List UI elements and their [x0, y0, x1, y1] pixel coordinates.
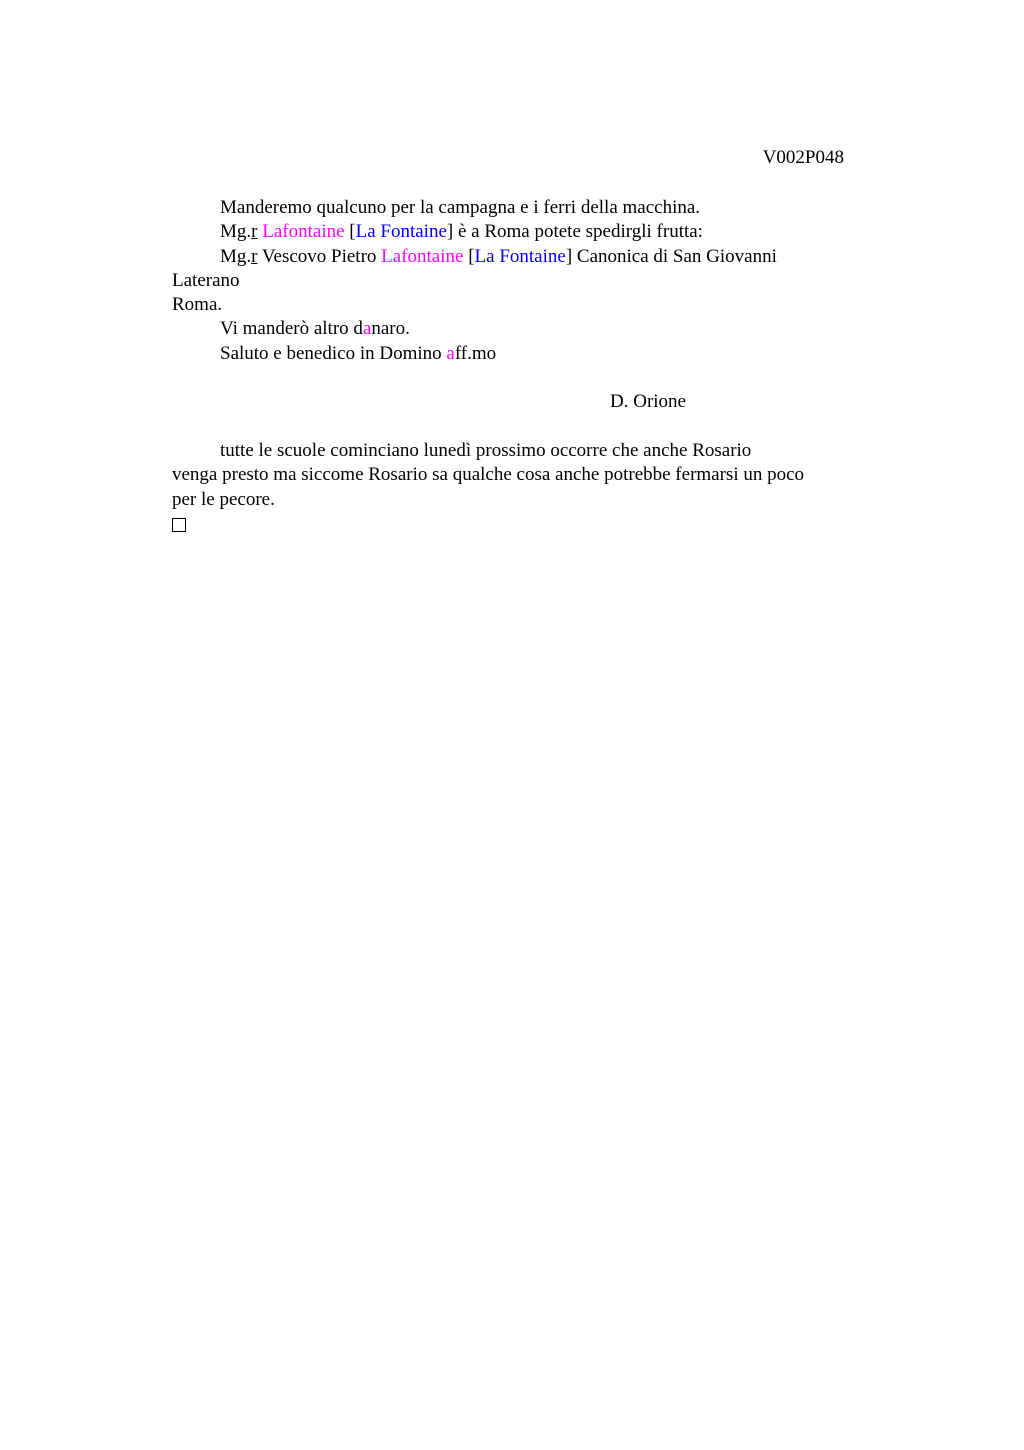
title-abbreviation: Mg. — [220, 221, 252, 243]
line-end: ff.mo — [454, 342, 497, 364]
postscript-line-1: tutte le scuole cominciano lunedì prossimo occorre che anche Rosario — [220, 439, 752, 461]
end-marker — [172, 512, 872, 539]
letter-body — [172, 196, 872, 539]
title-abbreviation-suffix: r — [251, 221, 258, 243]
letter-line-2 — [172, 220, 872, 244]
spacer — [172, 366, 872, 390]
postscript-line-3: per le pecore. — [172, 488, 275, 510]
corrected-spelling: La Fontaine — [355, 221, 447, 243]
highlighted-letter: a — [362, 318, 372, 340]
letter-line-6 — [172, 317, 872, 341]
bracket-open: [ — [463, 245, 475, 267]
title-abbreviation-suffix: r — [251, 245, 258, 267]
line-rest: ] Canonica di San Giovanni — [565, 245, 777, 267]
line-start: Saluto e benedico in Domino — [220, 342, 447, 364]
empty-square-icon — [172, 518, 186, 532]
letter-line-4: Laterano — [172, 269, 240, 291]
original-spelling: Lafontaine — [262, 221, 345, 243]
line-rest: ] è a Roma potete spedirgli frutta: — [446, 221, 703, 243]
bracket-open: [ — [344, 221, 356, 243]
document-id: V002P048 — [762, 147, 844, 168]
letter-line-7 — [172, 342, 872, 366]
original-spelling: Lafontaine — [381, 245, 464, 267]
spacer — [172, 415, 872, 439]
corrected-spelling: La Fontaine — [474, 245, 566, 267]
highlighted-letter: a — [446, 342, 455, 364]
letter-line-1: Manderemo qualcuno per la campagna e i ferri della macchina. — [220, 197, 701, 218]
letter-line-3 — [172, 245, 872, 269]
letter-line-5: Roma. — [172, 294, 223, 316]
line-end: naro. — [371, 318, 410, 340]
line-middle: Vescovo Pietro — [257, 245, 382, 267]
signature: D. Orione — [610, 391, 686, 413]
postscript-line-2: venga presto ma siccome Rosario sa qualche cosa anche potrebbe fermarsi un poco — [172, 464, 805, 486]
line-start: Vi manderò altro d — [220, 318, 363, 340]
title-abbreviation: Mg. — [220, 245, 252, 267]
